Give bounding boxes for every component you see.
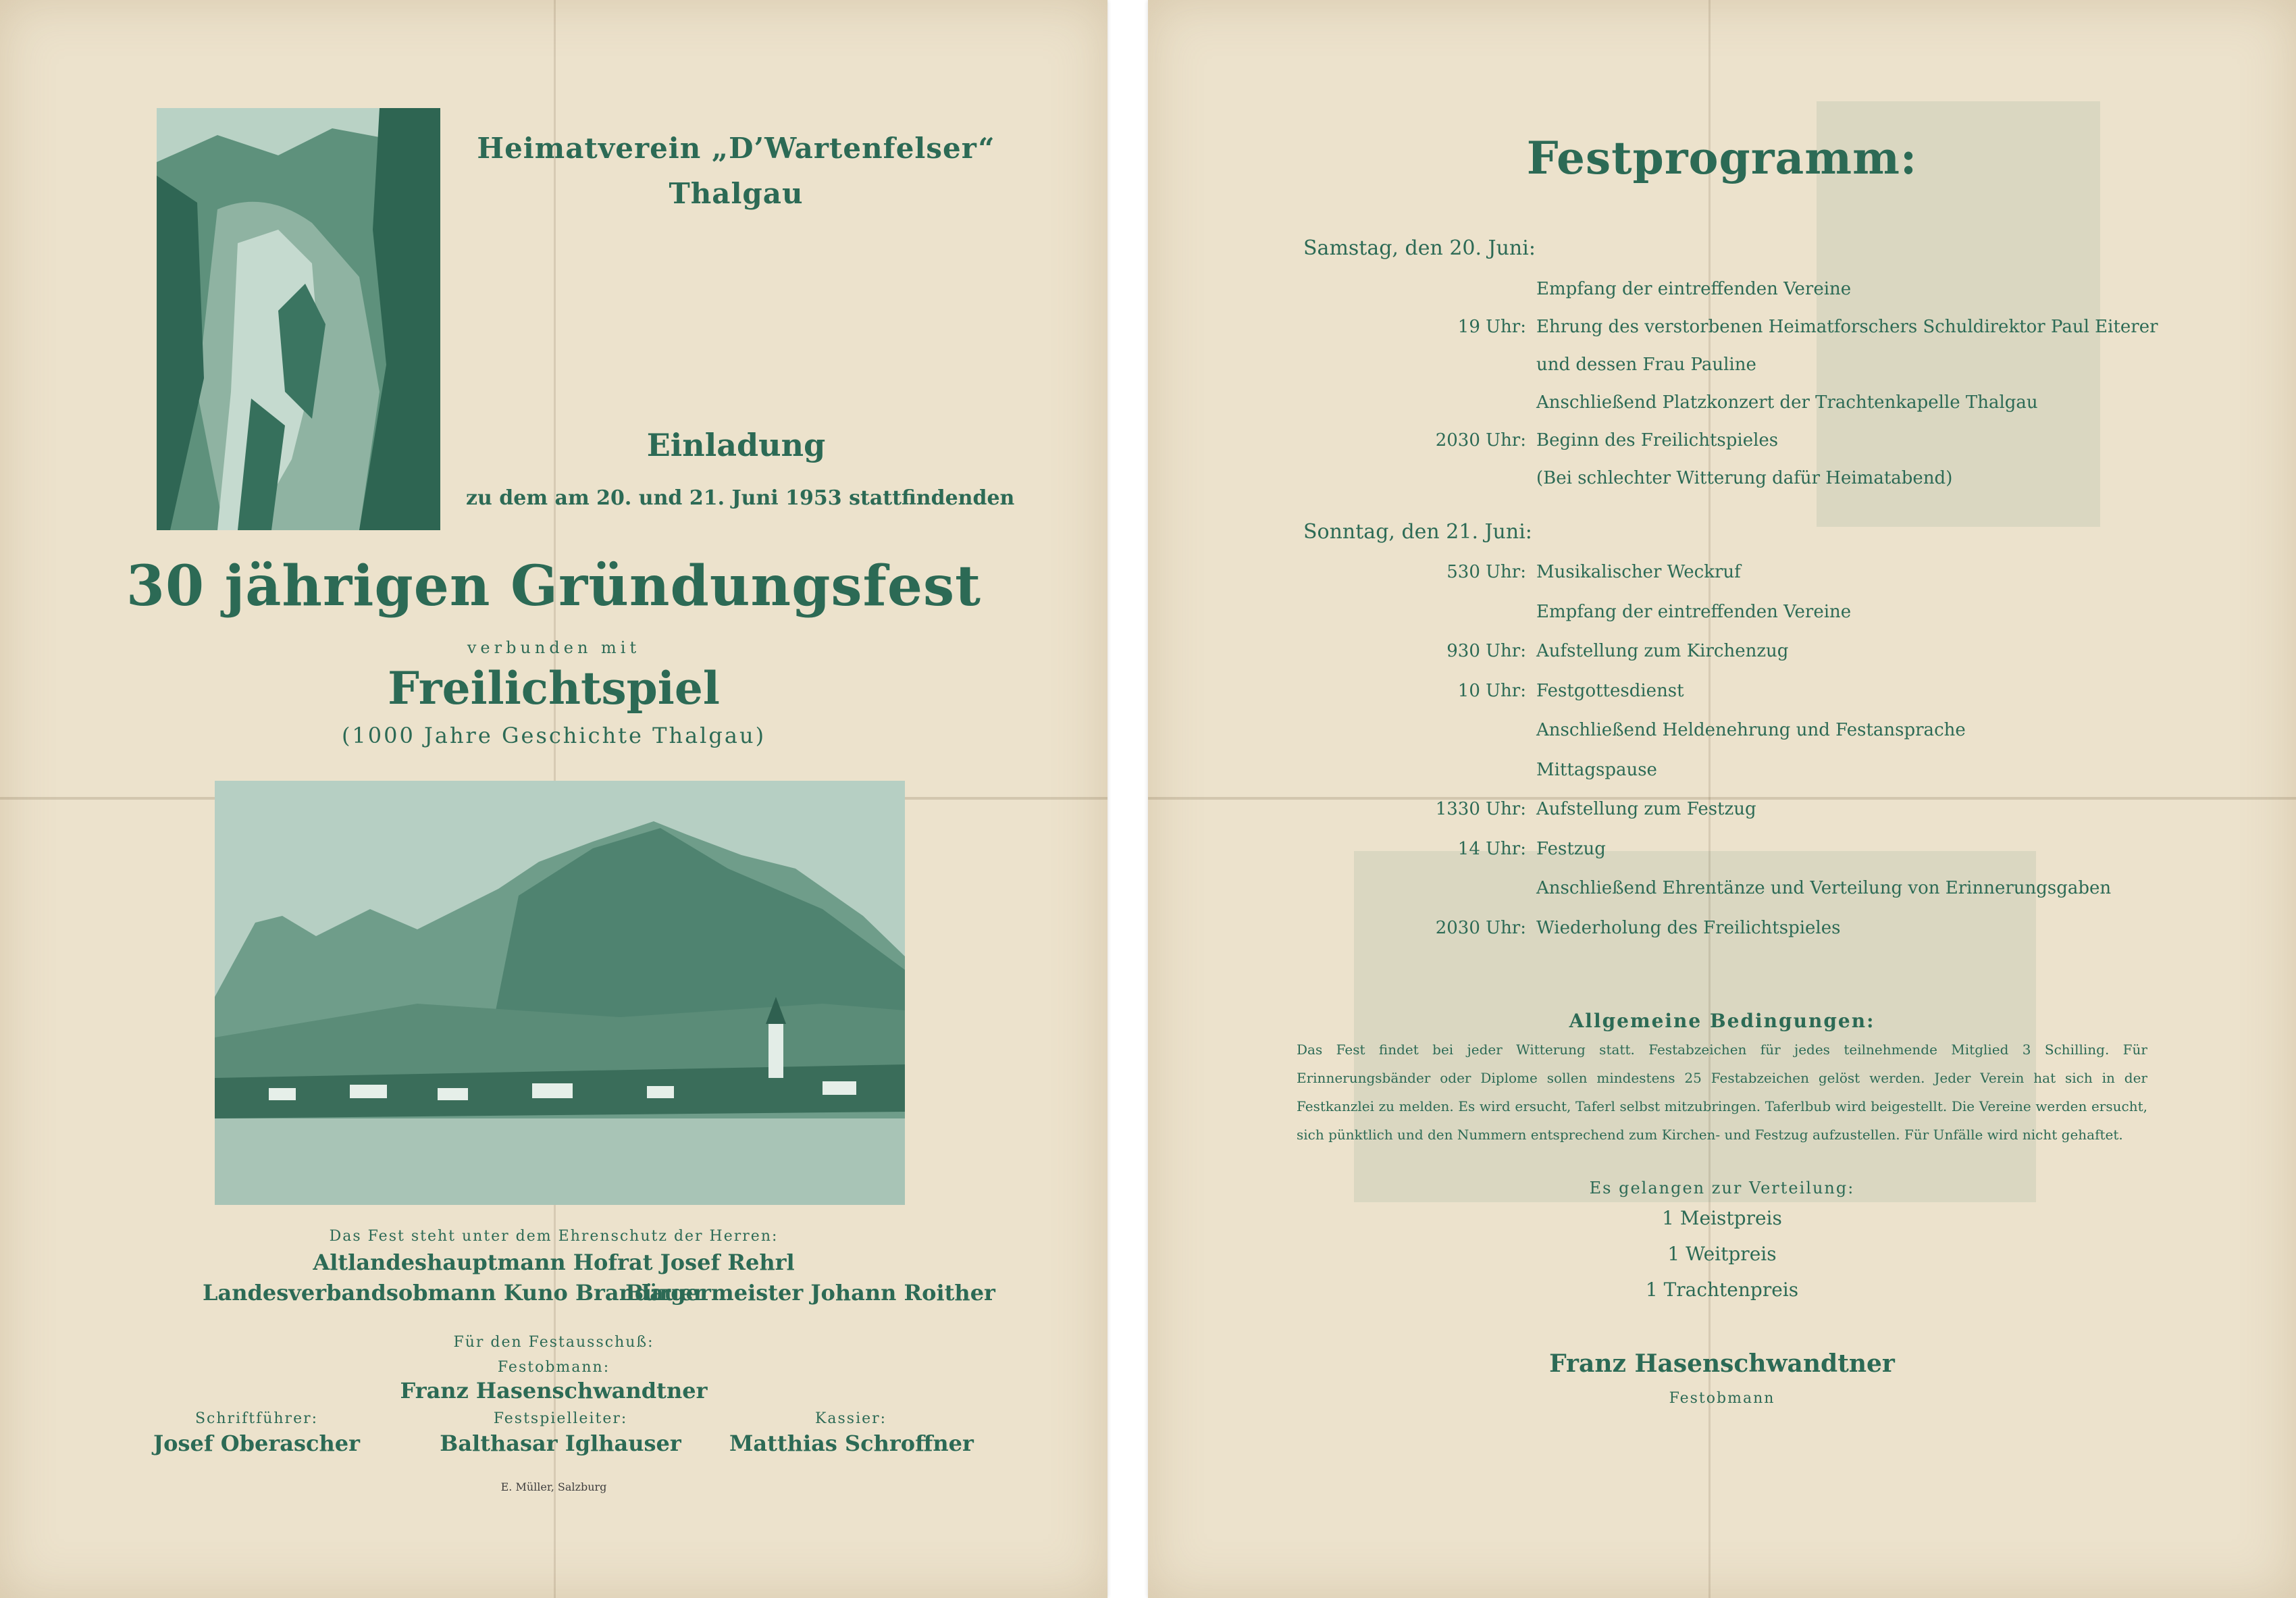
committee-name: Josef Oberascher bbox=[153, 1431, 360, 1456]
schedule-item: Beginn des Freilichtspieles bbox=[1536, 430, 1779, 450]
role-label: Kassier: bbox=[814, 1410, 887, 1427]
invitation-heading: Einladung bbox=[646, 427, 826, 463]
schedule-item: Festgottesdienst bbox=[1536, 680, 1684, 701]
program-title: Festprogramm: bbox=[1526, 132, 1918, 184]
printer-imprint: E. Müller, Salzburg bbox=[500, 1480, 607, 1493]
invitation-sheet bbox=[0, 0, 1107, 1598]
signature-role: Festobmann bbox=[1669, 1390, 1775, 1407]
prizes-caption: Es gelangen zur Verteilung: bbox=[1589, 1179, 1855, 1197]
schedule-item: Anschließend Heldenehrung und Festansprache bbox=[1536, 720, 1966, 740]
conditions-text: Das Fest findet bei jeder Witterung statt. Festabzeichen für jedes teilnehmende Mitglied 3 Schilling. Für Erinnerungsbänder oder Diplome sollen mindestens 25 Festabzeichen gelöst werden. Jeder Verein hat sich in der Festkanzlei zu melden. Es wird ersucht, Taferl selbst mitzubringen. Taferlbub wird beigestellt. Die Vereine werden ersucht, sich pünktlich und den Nummern entsprechend zum Kirchen- und Festzug aufzustellen. Für Unfälle wird nicht gehaftet. bbox=[1297, 1041, 2147, 1143]
schedule-time: 14 Uhr: bbox=[1457, 838, 1526, 859]
schedule-item: (Bei schlechter Witterung dafür Heimatabend) bbox=[1536, 468, 1953, 488]
schedule-item: Festzug bbox=[1536, 838, 1606, 859]
schedule-item: Wiederholung des Freilichtspieles bbox=[1536, 917, 1841, 938]
schedule-item: Aufstellung zum Kirchenzug bbox=[1536, 641, 1789, 661]
connector-text: verbunden mit bbox=[467, 638, 641, 657]
schedule-time: 10 Uhr: bbox=[1457, 680, 1526, 701]
patron-name: Bürgermeister Johann Roither bbox=[625, 1280, 995, 1306]
schedule-item: Empfang der eintreffenden Vereine bbox=[1536, 279, 1852, 299]
role-label: Schriftführer: bbox=[194, 1410, 319, 1427]
role-label: Festspielleiter: bbox=[493, 1410, 628, 1427]
committee-name: Franz Hasenschwandtner bbox=[400, 1378, 708, 1403]
role-label: Festobmann: bbox=[497, 1359, 610, 1376]
signature-name: Franz Hasenschwandtner bbox=[1549, 1349, 1895, 1378]
committee-name: Balthasar Iglhauser bbox=[440, 1431, 681, 1456]
schedule-item: und dessen Frau Pauline bbox=[1536, 355, 1756, 375]
committee-caption: Für den Festausschuß: bbox=[453, 1334, 654, 1351]
committee-name: Matthias Schroffner bbox=[729, 1431, 974, 1456]
prize-item: 1 Trachtenpreis bbox=[1645, 1279, 1799, 1301]
schedule-item: Ehrung des verstorbenen Heimatforschers Schuldirektor Paul Eiterer bbox=[1536, 317, 2158, 337]
play-title: Freilichtspiel bbox=[388, 662, 720, 715]
verein-name: Heimatverein „D’Wartenfelser“ bbox=[477, 132, 995, 165]
patronage-caption: Das Fest steht unter dem Ehrenschutz der Herren: bbox=[329, 1228, 779, 1245]
schedule-time: 2030 Uhr: bbox=[1435, 430, 1526, 450]
schedule-time: 930 Uhr: bbox=[1446, 641, 1526, 661]
day-heading: Samstag, den 20. Juni: bbox=[1303, 236, 1536, 260]
schedule-item: Musikalischer Weckruf bbox=[1536, 562, 1741, 582]
schedule-item: Empfang der eintreffenden Vereine bbox=[1536, 601, 1852, 622]
play-subtitle: (1000 Jahre Geschichte Thalgau) bbox=[341, 723, 766, 748]
schedule-item: Anschließend Ehrentänze und Verteilung von Erinnerungsgaben bbox=[1536, 878, 2112, 898]
schedule-time: 1330 Uhr: bbox=[1435, 799, 1526, 819]
schedule-time: 530 Uhr: bbox=[1446, 562, 1526, 582]
verein-location: Thalgau bbox=[669, 177, 804, 210]
day-heading: Sonntag, den 21. Juni: bbox=[1303, 520, 1532, 544]
schedule-item: Mittagspause bbox=[1536, 759, 1657, 780]
schedule-item: Aufstellung zum Festzug bbox=[1536, 799, 1756, 819]
schedule-time: 19 Uhr: bbox=[1457, 317, 1526, 337]
prize-item: 1 Meistpreis bbox=[1662, 1207, 1782, 1229]
date-line: zu dem am 20. und 21. Juni 1953 stattfindenden bbox=[466, 486, 1015, 510]
thalgau-landscape-photo bbox=[215, 781, 905, 1205]
conditions-heading: Allgemeine Bedingungen: bbox=[1569, 1010, 1875, 1032]
castle-ruin-photo bbox=[157, 108, 440, 530]
prize-item: 1 Weitpreis bbox=[1667, 1243, 1777, 1265]
patron-name: Altlandeshauptmann Hofrat Josef Rehrl bbox=[313, 1249, 795, 1275]
main-title: 30 jährigen Gründungsfest bbox=[126, 554, 982, 619]
schedule-time: 2030 Uhr: bbox=[1435, 917, 1526, 938]
program-sheet bbox=[1148, 0, 2296, 1598]
patron-name: Landesverbandsobmann Kuno Brandauer bbox=[203, 1280, 705, 1306]
schedule-item: Anschließend Platzkonzert der Trachtenkapelle Thalgau bbox=[1536, 392, 2038, 413]
